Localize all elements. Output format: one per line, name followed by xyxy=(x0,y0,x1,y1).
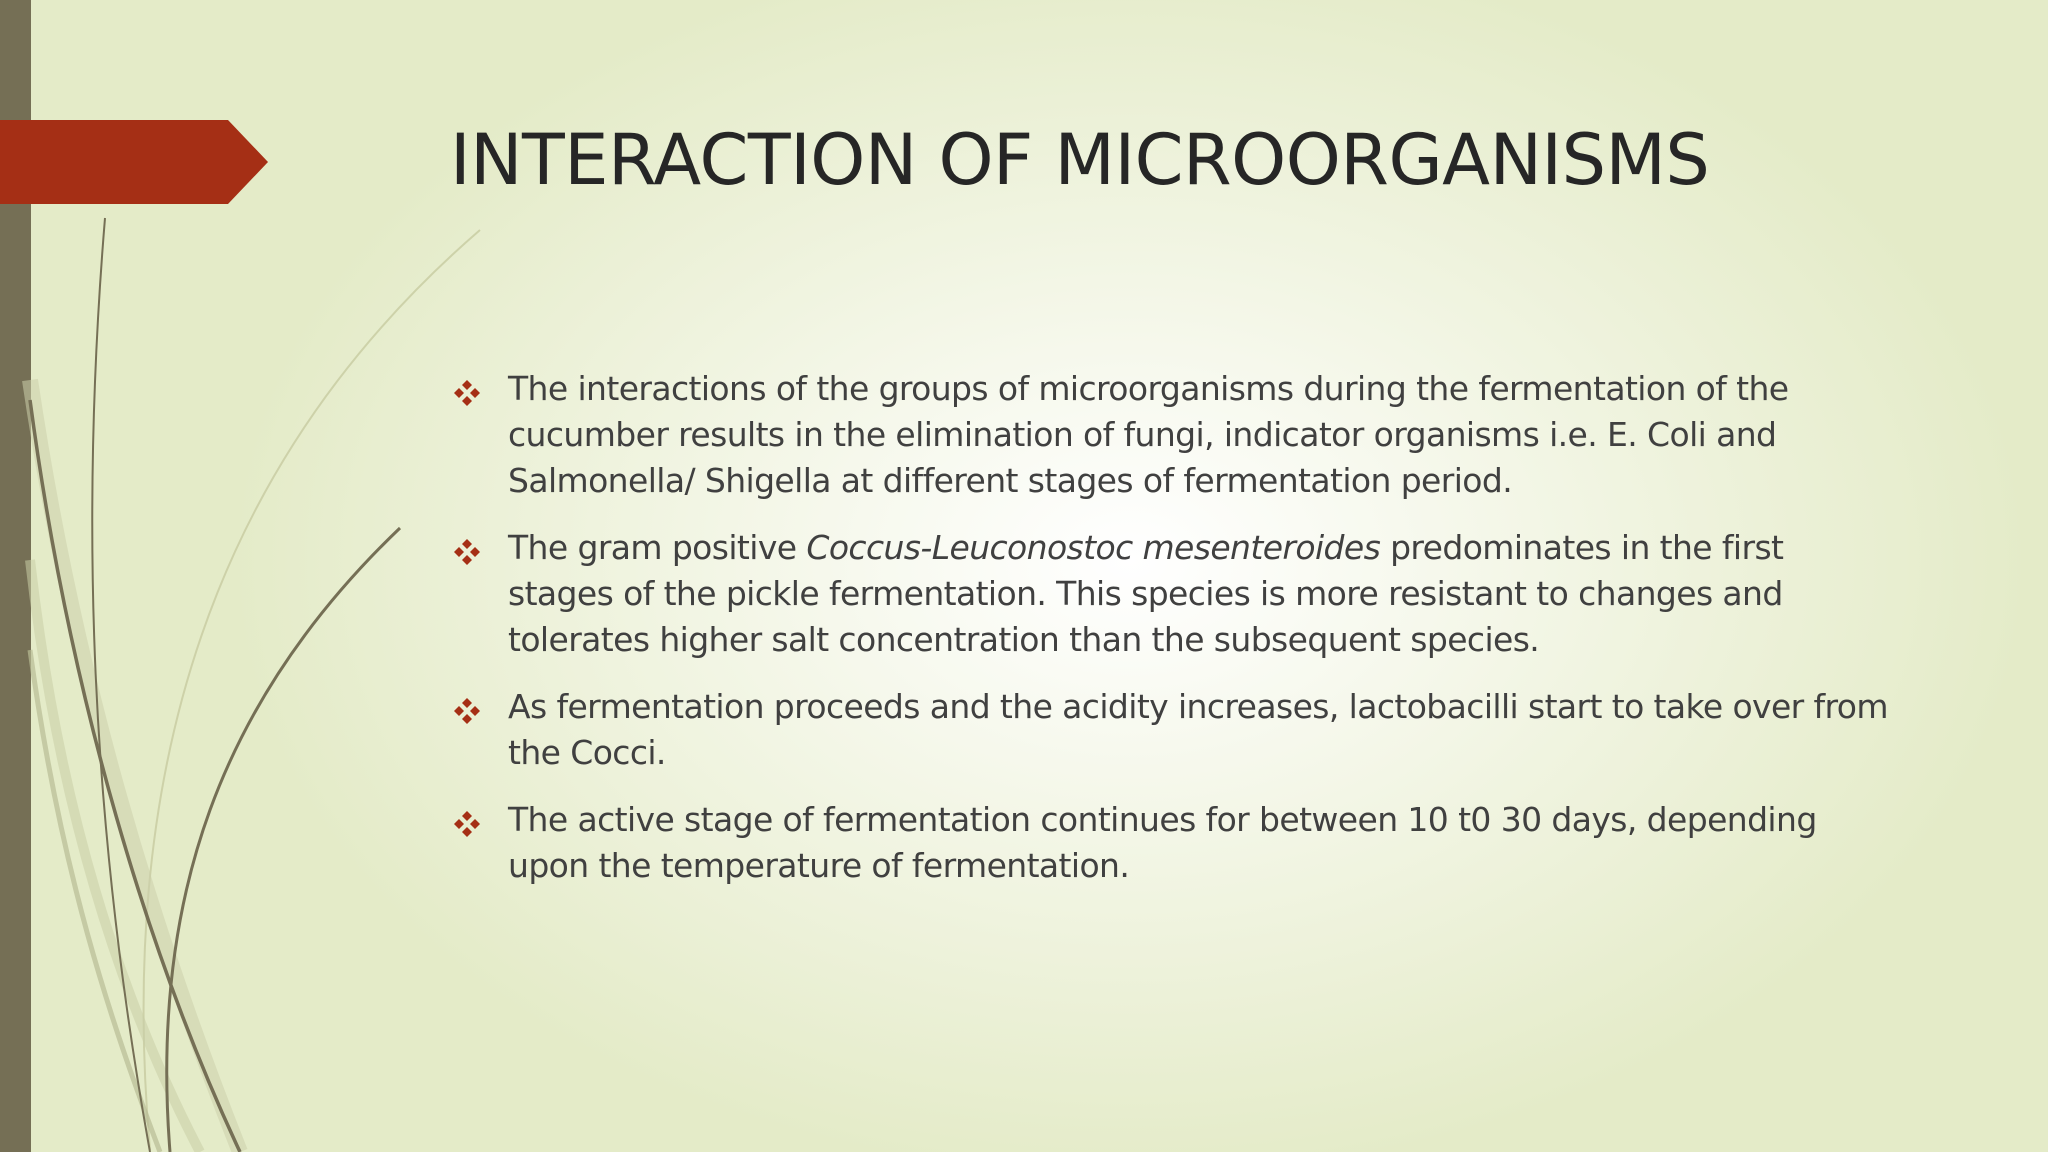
bullet-item xyxy=(452,797,1892,889)
bullet-text xyxy=(508,525,1892,663)
four-diamond-icon xyxy=(452,809,482,839)
title-accent-arrow xyxy=(0,0,270,210)
four-diamond-icon xyxy=(452,537,482,567)
bullet-text-part: The gram positive xyxy=(508,528,807,567)
bullet-item xyxy=(452,525,1892,663)
bullet-text: The active stage of fermentation continues for between 10 t0 30 days, depending upon the temperature of fermentation. xyxy=(508,800,1817,885)
bullet-text-part: predominates in the first stages of the pickle fermentation. This species is more resistant to changes and tolerates higher salt concentration than the subsequent species. xyxy=(508,528,1784,659)
four-diamond-icon xyxy=(452,378,482,408)
bullet-item xyxy=(452,684,1892,776)
bullet-text: The interactions of the groups of microorganisms during the fermentation of the cucumber results in the elimination of fungi, indicator organisms i.e. E. Coli and Salmonella/ Shigella at different stages of fermentation period. xyxy=(508,369,1789,500)
bullet-item xyxy=(452,366,1892,504)
four-diamond-icon xyxy=(452,696,482,726)
slide-title: INTERACTION OF MICROORGANISMS xyxy=(450,119,1710,201)
species-name-italic: Coccus-Leuconostoc mesenteroides xyxy=(806,528,1381,567)
bullet-text: As fermentation proceeds and the acidity increases, lactobacilli start to take over from the Cocci. xyxy=(508,687,1888,772)
bullet-list xyxy=(452,366,1892,910)
